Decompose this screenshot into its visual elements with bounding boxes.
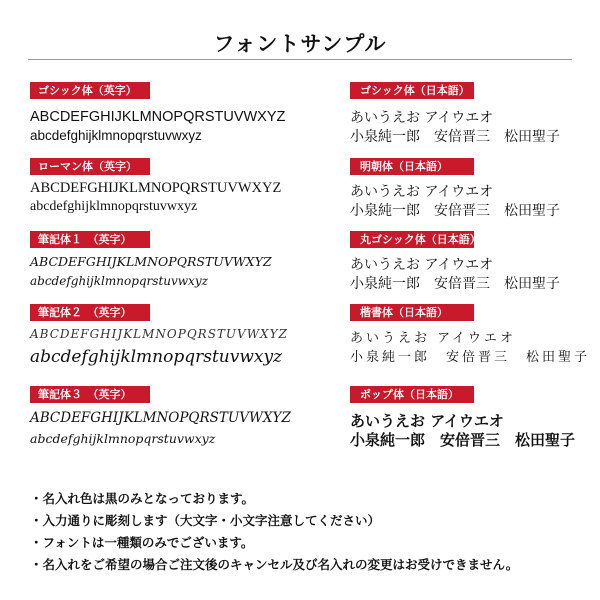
script3-en-upper: ABCDEFGHIJKLMNOPQRSTUVWXYZ: [30, 410, 291, 426]
script3-en-lower: abcdefghijklmnopqrstuvwxyz: [30, 431, 216, 446]
script2-en-upper: ABCDEFGHIJKLMNOPQRSTUVWXYZ: [30, 327, 288, 341]
roman-en-lower: abcdefghijklmnopqrstuvwxyz: [30, 199, 198, 214]
mincho-jp-line2: 小泉純一郎 安倍晋三 松田聖子: [350, 203, 560, 219]
notes-list: [30, 488, 518, 576]
roman-en-upper: ABCDEFGHIJKLMNOPQRSTUVWXYZ: [30, 180, 282, 196]
note-item: ・フォントは一種類のみでございます。: [30, 535, 254, 550]
page-title: フォントサンプル: [213, 32, 387, 56]
script2-en-tag: 筆記体２ （英字）: [30, 304, 150, 321]
script1-en-lower: abcdefghijklmnopqrstuvwxyz: [30, 274, 208, 288]
kaisho-jp-line2: 小泉純一郎 安倍晋三 松田聖子: [350, 350, 591, 365]
pop-jp-line1: あいうえお アイウエオ: [350, 412, 504, 430]
script2-en-lower: abcdefghijklmnopqrstuvwxyz: [30, 347, 283, 367]
script3-en-tag: 筆記体３ （英字）: [30, 386, 150, 403]
mincho-jp-line1: あいうえお アイウエオ: [350, 184, 494, 200]
kaisho-jp-tag: 楷書体（日本語）: [350, 304, 474, 321]
script1-en-tag: 筆記体１ （英字）: [30, 231, 150, 248]
gothic-jp-tag: ゴシック体（日本語）: [350, 82, 474, 99]
note-item: ・入力通りに彫刻します（大文字・小文字注意してください）: [30, 513, 381, 528]
maru-gothic-jp-tag: 丸ゴシック体（日本語）: [350, 231, 474, 248]
roman-en-tag: ローマン体（英字）: [30, 158, 150, 175]
gothic-jp-line2: 小泉純一郎 安倍晋三 松田聖子: [350, 129, 560, 145]
gothic-en-tag: ゴシック体（英字）: [30, 82, 150, 99]
pop-jp-line2: 小泉純一郎 安倍晋三 松田聖子: [350, 431, 576, 449]
maru-gothic-jp-line1: あいうえお アイウエオ: [350, 257, 494, 273]
gothic-en-lower: abcdefghijklmnopqrstuvwxyz: [30, 128, 202, 143]
pop-jp-tag: ポップ体（日本語）: [350, 386, 474, 403]
gothic-jp-line1: あいうえお アイウエオ: [350, 110, 494, 126]
mincho-jp-tag: 明朝体（日本語）: [350, 158, 474, 175]
note-item: ・名入れをご希望の場合ご注文後のキャンセル及び名入れの変更はお受けできません。: [30, 557, 519, 572]
kaisho-jp-line1: あいうえお アイウエオ: [350, 331, 516, 346]
note-item: ・名入れ色は黒のみとなっております。: [30, 491, 255, 506]
title-divider: [28, 59, 572, 60]
gothic-en-upper: ABCDEFGHIJKLMNOPQRSTUVWXYZ: [30, 109, 286, 125]
maru-gothic-jp-line2: 小泉純一郎 安倍晋三 松田聖子: [350, 276, 560, 292]
script1-en-upper: ABCDEFGHIJKLMNOPQRSTUVWXYZ: [30, 254, 272, 269]
